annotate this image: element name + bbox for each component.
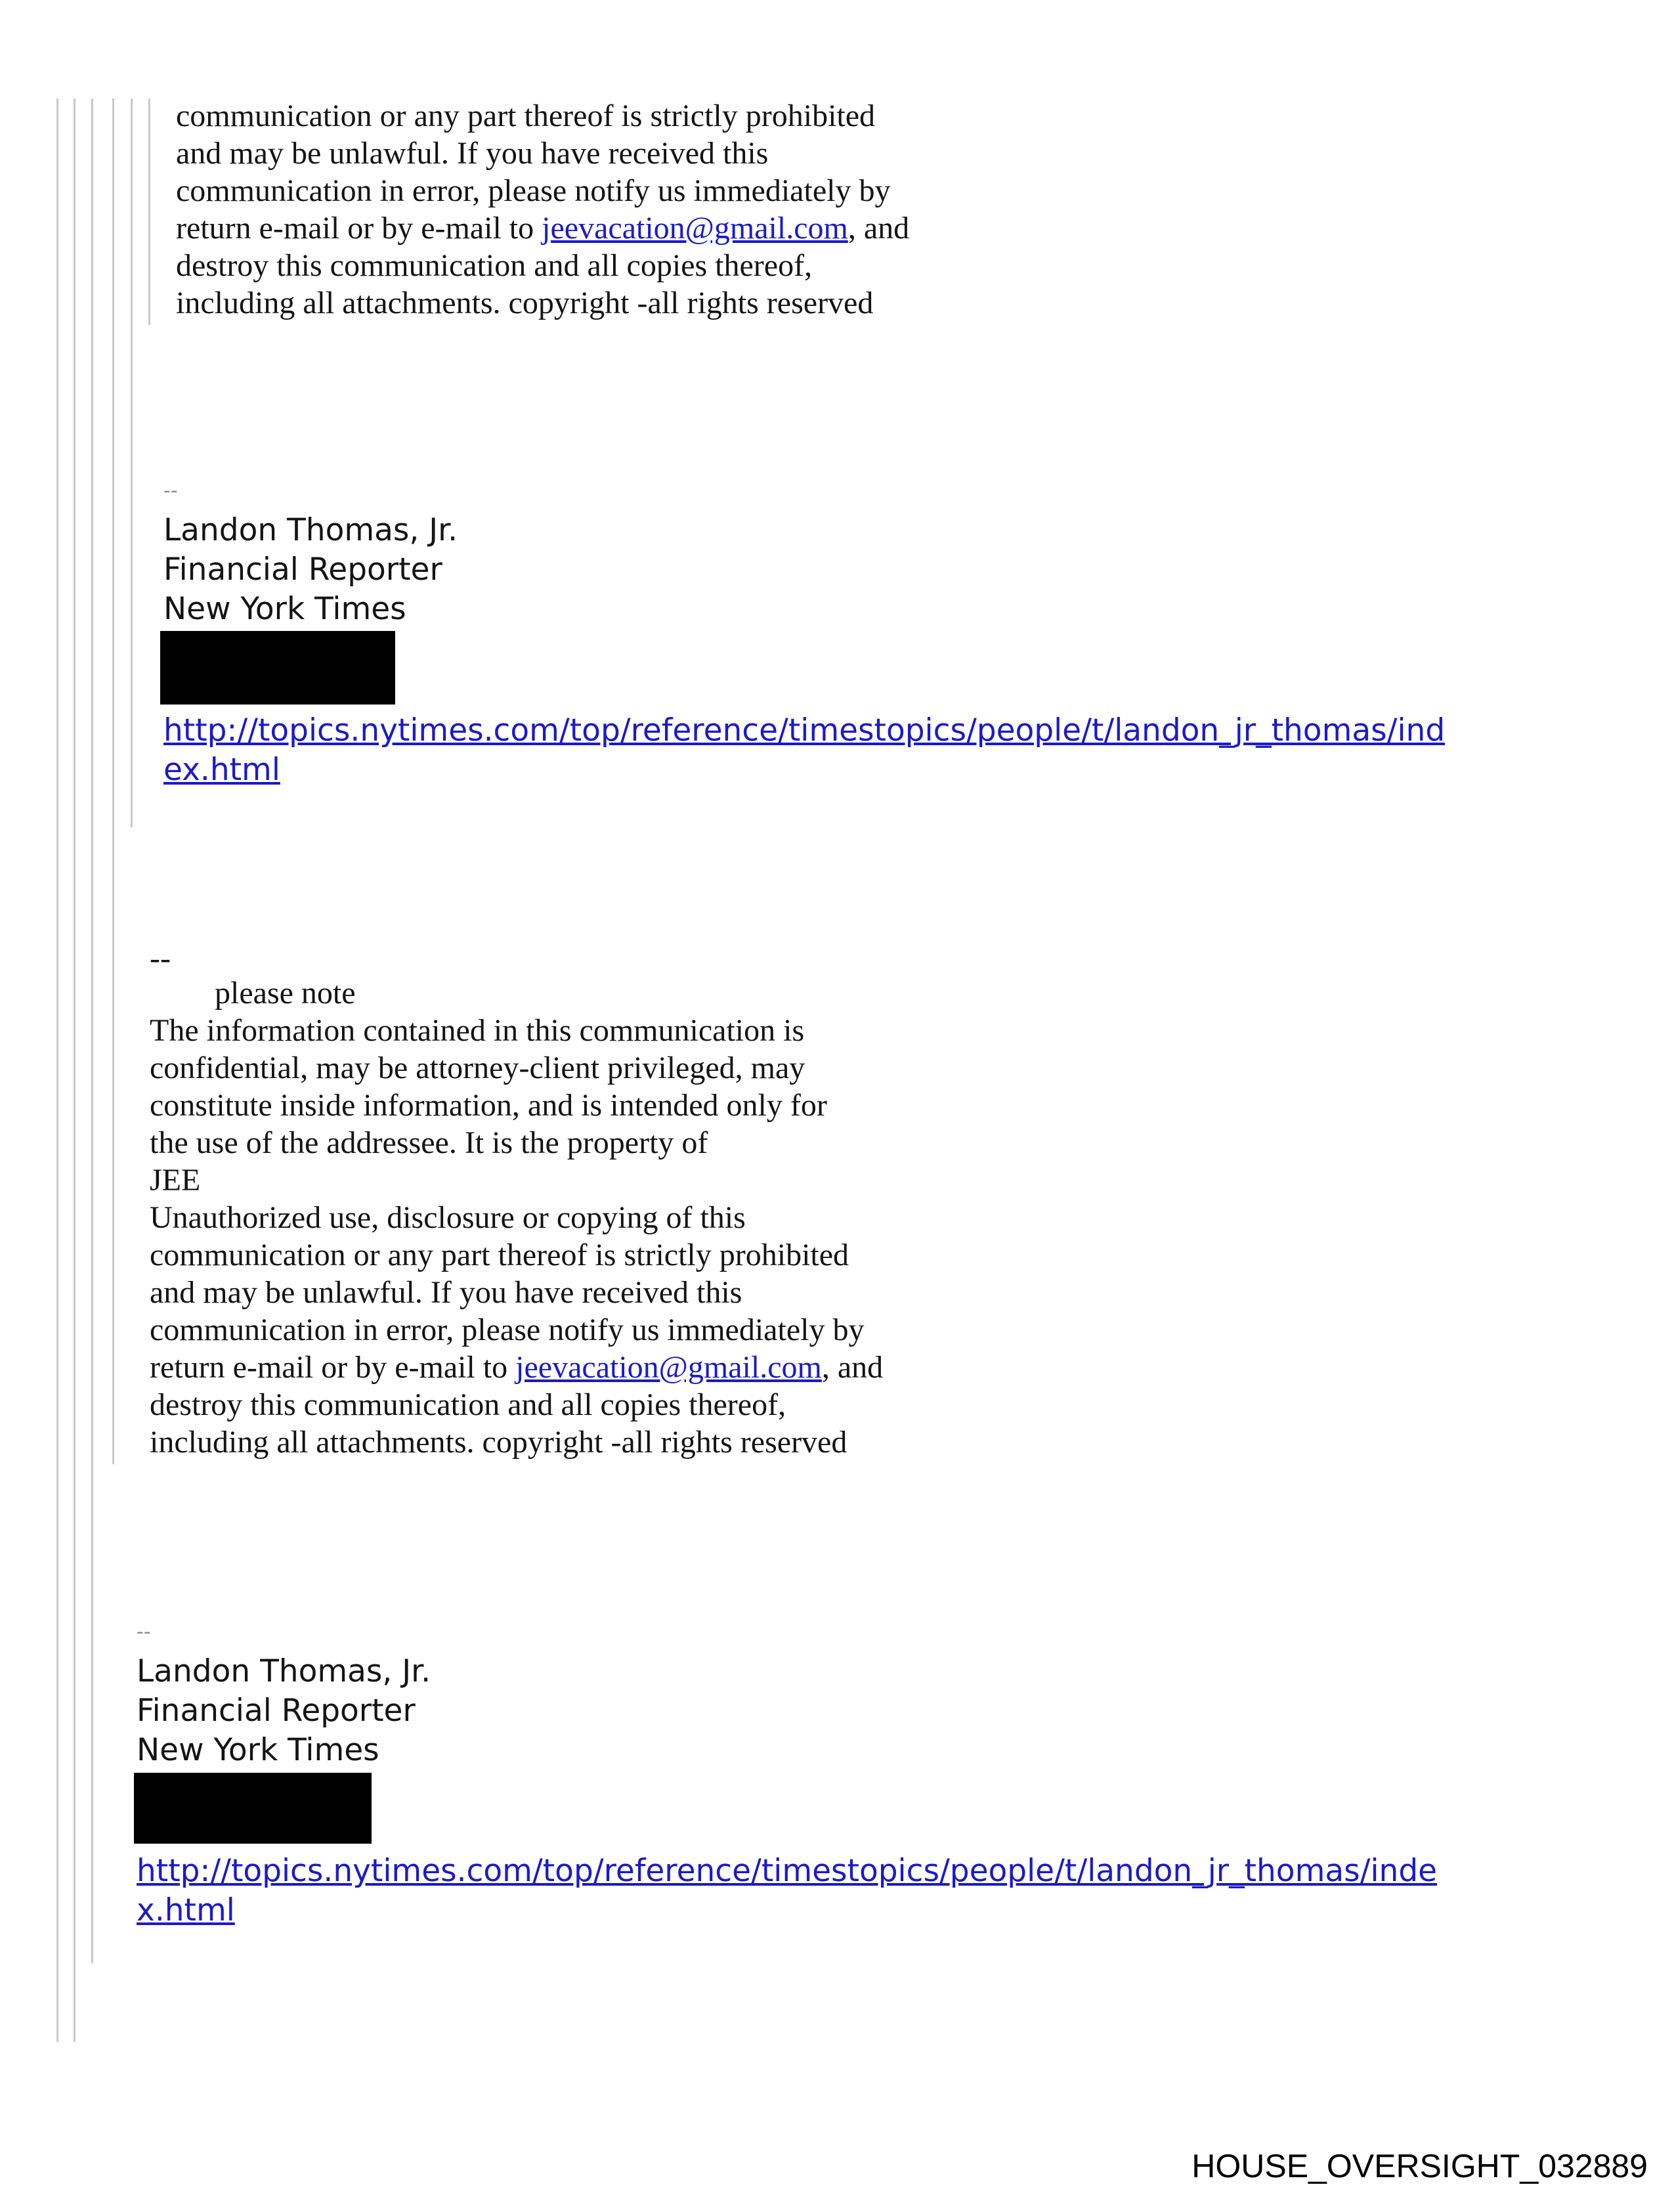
disclaimer-line: and may be unlawful. If you have received this — [176, 136, 769, 171]
signature-org: New York Times — [163, 591, 406, 627]
quote-rule — [112, 98, 114, 1464]
disclaimer-line: JEE — [150, 1163, 201, 1198]
email-link[interactable]: jeevacation@gmail.com — [515, 1350, 822, 1385]
signature-org: New York Times — [137, 1732, 379, 1768]
disclaimer-line: Unauthorized use, disclosure or copying of this — [150, 1200, 746, 1235]
profile-link[interactable]: http://topics.nytimes.com/top/reference/timestopics/people/t/landon_jr_thomas/inde — [137, 1853, 1438, 1889]
disclaimer-line: and may be unlawful. If you have received this — [150, 1275, 742, 1310]
disclaimer-line: communication in error, please notify us immediately by — [150, 1312, 865, 1347]
disclaimer-line: destroy this communication and all copies thereof, — [150, 1387, 786, 1422]
profile-link[interactable]: http://topics.nytimes.com/top/reference/timestopics/people/t/landon_jr_thomas/ind — [163, 712, 1446, 748]
profile-link[interactable]: x.html — [137, 1892, 235, 1928]
disclaimer-line: including all attachments. copyright -all rights reserved — [176, 286, 874, 320]
bates-number: HOUSE_OVERSIGHT_032889 — [1191, 2148, 1648, 2184]
profile-link[interactable]: ex.html — [163, 752, 280, 788]
signature-separator: -- — [137, 1620, 151, 1643]
disclaimer-line: including all attachments. copyright -all rights reserved — [150, 1425, 848, 1460]
quote-rule — [148, 98, 150, 325]
quote-rule — [56, 98, 58, 2042]
note-heading: please note — [215, 976, 356, 1010]
disclaimer-line: return e-mail or by e-mail to jeevacation@gmail.com, and — [150, 1350, 884, 1385]
redaction-box — [134, 1773, 372, 1844]
message-separator: -- — [150, 941, 171, 976]
disclaimer-line: the use of the addressee. It is the property of — [150, 1125, 708, 1160]
signature-name: Landon Thomas, Jr. — [163, 512, 458, 548]
disclaimer-line: communication or any part thereof is strictly prohibited — [150, 1238, 849, 1272]
email-link[interactable]: jeevacation@gmail.com — [542, 211, 848, 246]
redaction-box — [160, 631, 395, 705]
signature-title: Financial Reporter — [137, 1693, 416, 1729]
disclaimer-line: constitute inside information, and is intended only for — [150, 1088, 827, 1123]
signature-separator: -- — [163, 479, 178, 502]
quote-rule — [74, 98, 75, 2042]
quote-rule — [131, 98, 133, 827]
disclaimer-line: communication or any part thereof is strictly prohibited — [176, 98, 876, 133]
signature-title: Financial Reporter — [163, 552, 442, 588]
signature-name: Landon Thomas, Jr. — [137, 1653, 431, 1689]
disclaimer-line: communication in error, please notify us immediately by — [176, 173, 891, 208]
disclaimer-line: return e-mail or by e-mail to jeevacation@gmail.com, and — [176, 211, 910, 246]
disclaimer-line: confidential, may be attorney-client privileged, may — [150, 1051, 805, 1085]
disclaimer-line: The information contained in this communication is — [150, 1013, 805, 1048]
disclaimer-line: destroy this communication and all copies thereof, — [176, 248, 813, 283]
quote-rule — [91, 98, 93, 1963]
